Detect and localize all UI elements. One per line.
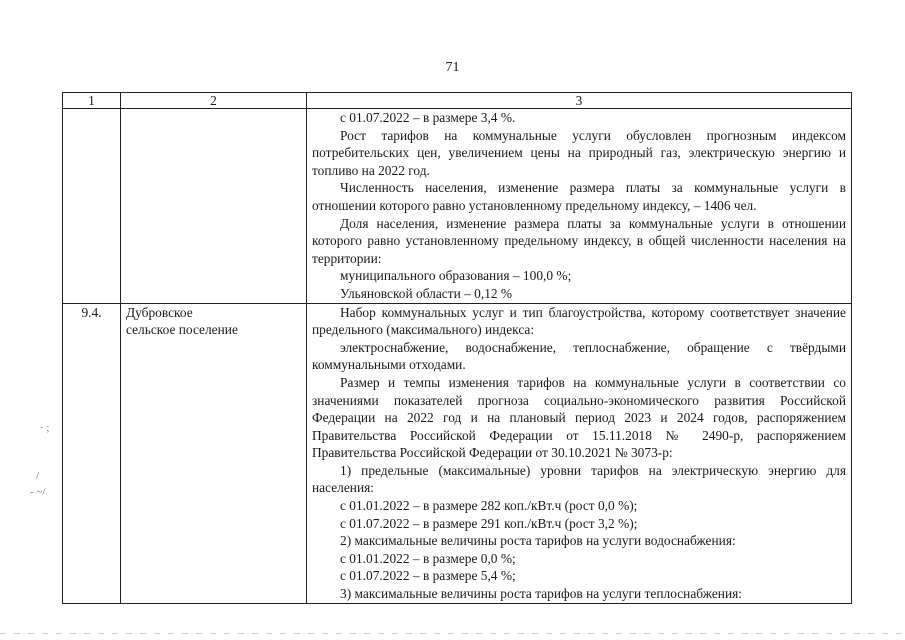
settlement-name-cell [121,303,307,603]
settlement-name-line: Дубровское [126,304,193,320]
document-table [62,92,852,604]
table-row [63,303,852,603]
paragraph: 1) предельные (максимальные) уровни тарифов на электрическую энергию для населения: [312,462,846,496]
settlement-name-line: сельское поселение [126,322,238,338]
paragraph: 3) максимальные величины роста тарифов на услуги теплоснабжения: [340,586,742,602]
paragraph: муниципального образования – 100,0 %; [340,268,572,284]
paragraph: электроснабжение, водоснабжение, теплоснабжение, обращение с твёрдыми коммунальными отходами. [312,339,846,373]
paragraph: с 01.01.2022 – в размере 0,0 %; [340,550,516,566]
paragraph: Численность населения, изменение размера платы за коммунальные услуги в отношении которого равно установленному предельному индексу, – 1406 чел. [312,180,846,213]
scan-artifact: · ; [40,422,50,434]
header-col-1: 1 [63,93,121,109]
paragraph: 2) максимальные величины роста тарифов на услуги водоснабжения: [340,533,736,549]
paragraph: с 01.01.2022 – в размере 282 коп./кВт.ч (рост 0,0 %); [340,498,638,514]
description-cell [307,303,852,603]
scan-edge-line [0,633,905,634]
paragraph: с 01.07.2022 – в размере 5,4 %; [340,568,516,584]
paragraph: с 01.07.2022 – в размере 291 коп./кВт.ч (рост 3,2 %); [340,515,638,531]
paragraph: Рост тарифов на коммунальные услуги обусловлен прогнозным индексом потребительских цен, увеличением цены на природный газ, электрическую энергию и топливо на 2022 год. [312,127,846,178]
paragraph: с 01.07.2022 – в размере 3,4 %. [340,110,516,125]
header-row [63,93,852,109]
paragraph: Размер и темпы изменения тарифов на коммунальные услуги в соответствии со значениями показателей прогноза социально-экономического развития Российской Федерации на 2022 год и на плановый период 2023 и 2024 годов, распоряжением Правительства Российской Федерации от 15.11.2018 № 2490-р, распоряжением Правительства Российской Федерации от 30.10.2021 № 3073-р: [312,374,846,461]
scan-artifact: - ~/ [30,486,46,498]
header-col-3: 3 [307,93,852,109]
page-number: 71 [445,60,460,75]
paragraph: Набор коммунальных услуг и тип благоустройства, которому соответствует значение предельного (максимального) индекса: [312,304,846,338]
row-number [63,109,121,304]
settlement-name-cell [121,109,307,304]
header-col-2: 2 [121,93,307,109]
paragraph: Ульяновской области – 0,12 % [340,285,513,301]
paragraph: Доля населения, изменение размера платы за коммунальные услуги в отношении которого равно установленному предельному индексу, в общей численности населения на территории: [312,215,846,266]
description-cell [307,109,852,304]
table-row [63,109,852,304]
row-number: 9.4. [63,303,121,603]
scan-artifact: / [36,470,40,482]
